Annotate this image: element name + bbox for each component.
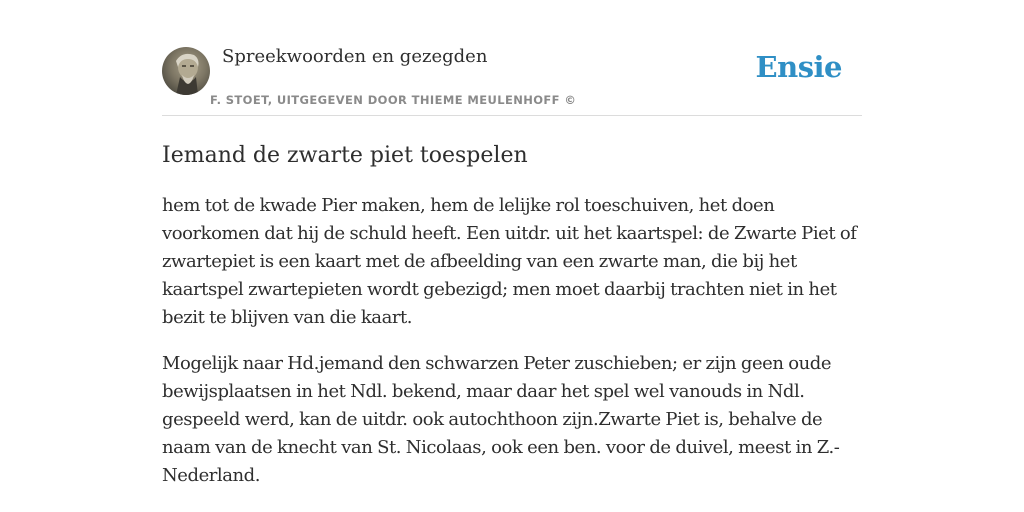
entry-paragraph: Mogelijk naar Hd.jemand den schwarzen Peter zuschieben; er zijn geen oude bewijsplaatsen in het Ndl. bekend, maar daar het spel wel vanouds in Ndl. gespeeld werd, kan de uitdr. ook autochthoon zijn.Zwarte Piet is, behalve de naam van de knecht van St. Nicolaas, ook een ben. voor de duivel, meest in Z.-Nederland. <box>162 353 840 486</box>
author-avatar[interactable] <box>162 47 210 95</box>
brand-logo[interactable]: Ensie <box>755 50 842 84</box>
entry-card <box>162 40 862 490</box>
portrait-image <box>162 47 210 95</box>
source-title[interactable]: Spreekwoorden en gezegden <box>222 46 488 67</box>
entry-title: Iemand de zwarte piet toespelen <box>162 143 528 168</box>
source-credit: F. STOET, UITGEGEVEN DOOR THIEME MEULENHOFF © <box>210 93 577 107</box>
entry-body <box>162 192 862 490</box>
source-header <box>162 40 862 116</box>
entry-paragraph: hem tot de kwade Pier maken, hem de lelijke rol toeschuiven, het doen voorkomen dat hij de schuld heeft. Een uitdr. uit het kaartspel: de Zwarte Piet of zwartepiet is een kaart met de afbeelding van een zwarte man, die bij het kaartspel zwartepieten wordt gebezigd; men moet daarbij trachten niet in het bezit te blijven van die kaart. <box>162 195 857 328</box>
